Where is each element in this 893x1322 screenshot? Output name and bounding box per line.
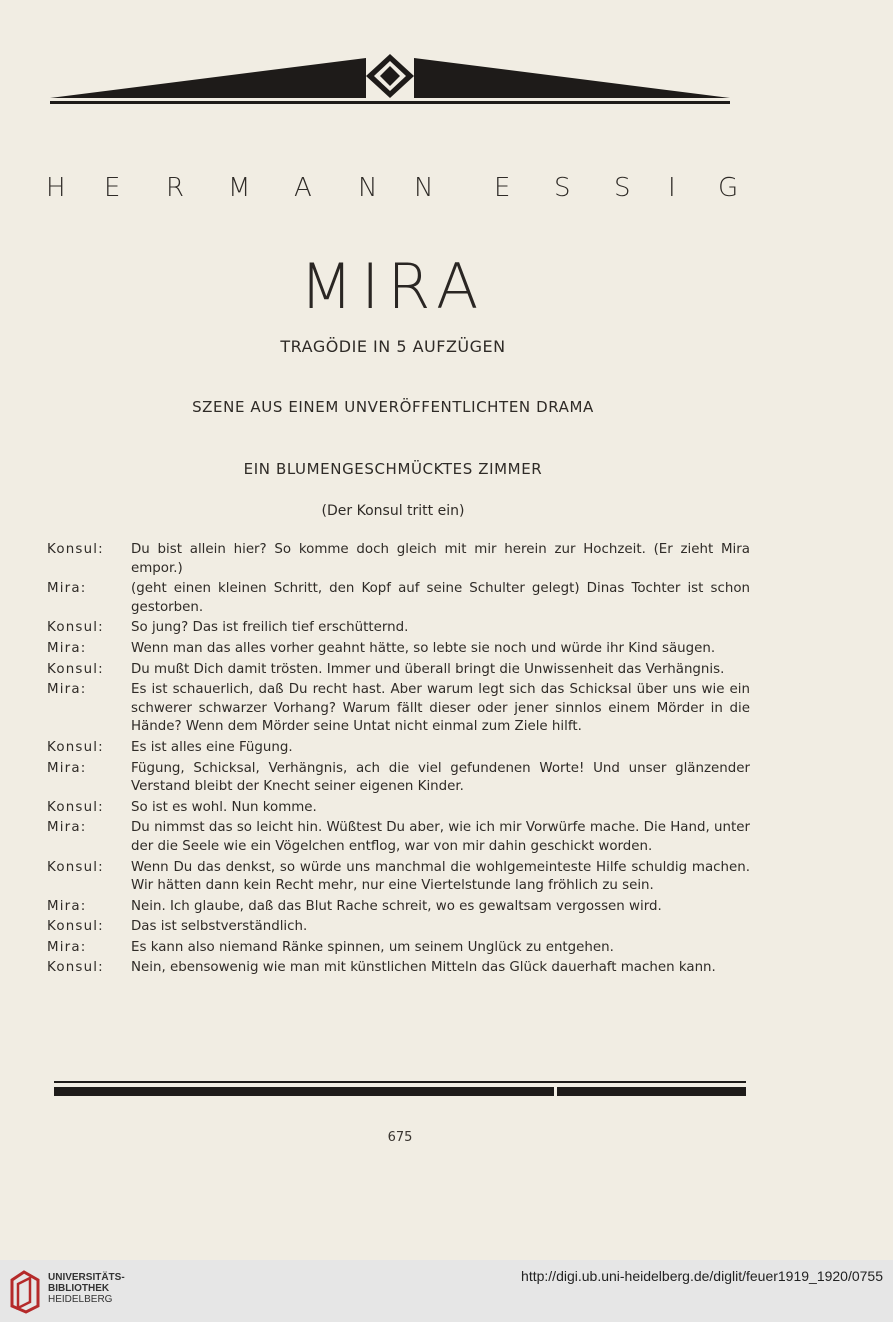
permalink-url[interactable]: http://digi.ub.uni-heidelberg.de/diglit/feuer1919_1920/0755: [521, 1268, 883, 1284]
speaker: Konsul:: [47, 542, 104, 557]
author-letter: M: [228, 173, 251, 203]
library-line-2: BIBLIOTHEK: [48, 1283, 110, 1294]
dialogue-line: [47, 918, 750, 937]
bottom-rule: [54, 1081, 746, 1099]
speech-text: Das ist selbstverständlich.: [131, 919, 308, 935]
author-letter: S: [614, 173, 631, 203]
author-letter: R: [166, 173, 185, 203]
dialogue-line: [47, 939, 750, 958]
dialogue-line: [47, 661, 750, 680]
author-letter: E: [494, 173, 511, 203]
library-name: [48, 1272, 125, 1305]
speaker: Konsul:: [47, 960, 104, 976]
speech-text: Wenn man das alles vorher geahnt hätte, so lebte sie noch und würde ihr Kind säugen.: [131, 640, 716, 656]
speaker: Mira:: [47, 898, 87, 914]
speaker: Konsul:: [47, 799, 104, 815]
speech-text: Wenn Du das denkst, so würde uns manchmal die wohlgemeinteste Hilfe schuldig machen. Wir hätten dann kein Recht mehr, nur eine Viertelstunde lang fröhlich zu sein.: [131, 859, 750, 894]
speech-text: Du nimmst das so leicht hin. Wüßtest Du aber, wie ich mir Vorwürfe mache. Die Hand, unter der die Seele wie ein Vögelchen entflog, war von mir dahin geschickt worden.: [131, 820, 750, 854]
dialogue-line: [47, 541, 750, 578]
speech-text: Du bist allein hier? So komme doch gleich mit mir herein zur Hochzeit. (Er zieht Mira empor.): [131, 542, 750, 576]
dialogue-line: [47, 739, 750, 758]
room-heading: EIN BLUMENGESCHMÜCKTES ZIMMER: [243, 460, 543, 478]
speech-text: (geht einen kleinen Schritt, den Kopf auf seine Schulter gelegt) Dinas Tochter ist schon gestorben.: [131, 581, 750, 615]
speech-text: Nein, ebensowenig wie man mit künstlichen Mitteln das Glück dauerhaft machen kann.: [131, 960, 716, 976]
author-letter: N: [358, 173, 378, 203]
viewer-footer: [0, 1260, 893, 1322]
author-letter: A: [294, 173, 312, 203]
library-line-1: UNIVERSITÄTS-: [48, 1272, 125, 1283]
speaker: Mira:: [47, 820, 87, 836]
stage-direction: (Der Konsul tritt ein): [321, 503, 465, 519]
dialogue-line: [47, 619, 750, 638]
speech-text: So jung? Das ist freilich tief erschütternd.: [131, 620, 409, 636]
scene-heading: SZENE AUS EINEM UNVERÖFFENTLICHTEN DRAMA: [192, 398, 594, 416]
dialogue-line: [47, 859, 750, 896]
author-letter: H: [46, 173, 66, 203]
speaker: Mira:: [47, 581, 87, 597]
speaker: Konsul:: [47, 859, 104, 875]
dialogue-line: [47, 959, 750, 978]
play-subtitle: TRAGÖDIE IN 5 AUFZÜGEN: [280, 337, 506, 356]
speech-text: Es ist alles eine Fügung.: [131, 739, 293, 755]
dialogue-line: [47, 819, 750, 856]
library-logo-icon: [8, 1266, 44, 1314]
speech-text: Du mußt Dich damit trösten. Immer und überall bringt die Unwissenheit das Verhängnis.: [131, 661, 725, 677]
play-title: MIRA: [299, 250, 487, 323]
speech-text: Nein. Ich glaube, daß das Blut Rache schreit, wo es gewaltsam vergossen wird.: [131, 898, 662, 914]
author-letter: S: [554, 173, 571, 203]
speaker: Mira:: [47, 939, 87, 955]
speech-text: So ist es wohl. Nun komme.: [131, 799, 317, 815]
dialogue: [47, 541, 750, 980]
speech-text: Fügung, Schicksal, Verhängnis, ach die viel gefundenen Worte! Und unser glänzender Verstand bleibt der Knecht seiner eigenen Kinder.: [131, 760, 750, 795]
header-ornament: [48, 52, 732, 110]
author-name: [46, 173, 766, 209]
speaker: Konsul:: [47, 739, 104, 755]
dialogue-line: [47, 681, 750, 737]
author-letter: I: [668, 173, 676, 203]
author-letter: N: [414, 173, 434, 203]
author-letter: E: [104, 173, 121, 203]
dialogue-line: [47, 640, 750, 659]
speech-text: Es ist schauerlich, daß Du recht hast. Aber warum legt sich das Schicksal über uns wie ein schwerer schwarzer Vorhang? Warum fällt dieser oder jener sinnlos einem Mörder in die Hände? Wenn dem Mörder seine Untat nicht einmal zum Ziele hilft.: [131, 682, 750, 735]
speaker: Konsul:: [47, 620, 104, 636]
dialogue-line: [47, 760, 750, 797]
dialogue-line: [47, 799, 750, 818]
speaker: Mira:: [47, 682, 87, 698]
speech-text: Es kann also niemand Ränke spinnen, um seinem Unglück zu entgehen.: [131, 939, 614, 955]
speaker: Konsul:: [47, 661, 104, 677]
speaker: Mira:: [47, 640, 87, 656]
dialogue-line: [47, 580, 750, 617]
speaker: Konsul:: [47, 919, 104, 935]
speaker: Mira:: [47, 760, 87, 776]
library-line-3: HEIDELBERG: [48, 1294, 113, 1305]
dialogue-line: [47, 898, 750, 917]
page-number: 675: [387, 1130, 413, 1145]
author-letter: G: [718, 173, 739, 203]
